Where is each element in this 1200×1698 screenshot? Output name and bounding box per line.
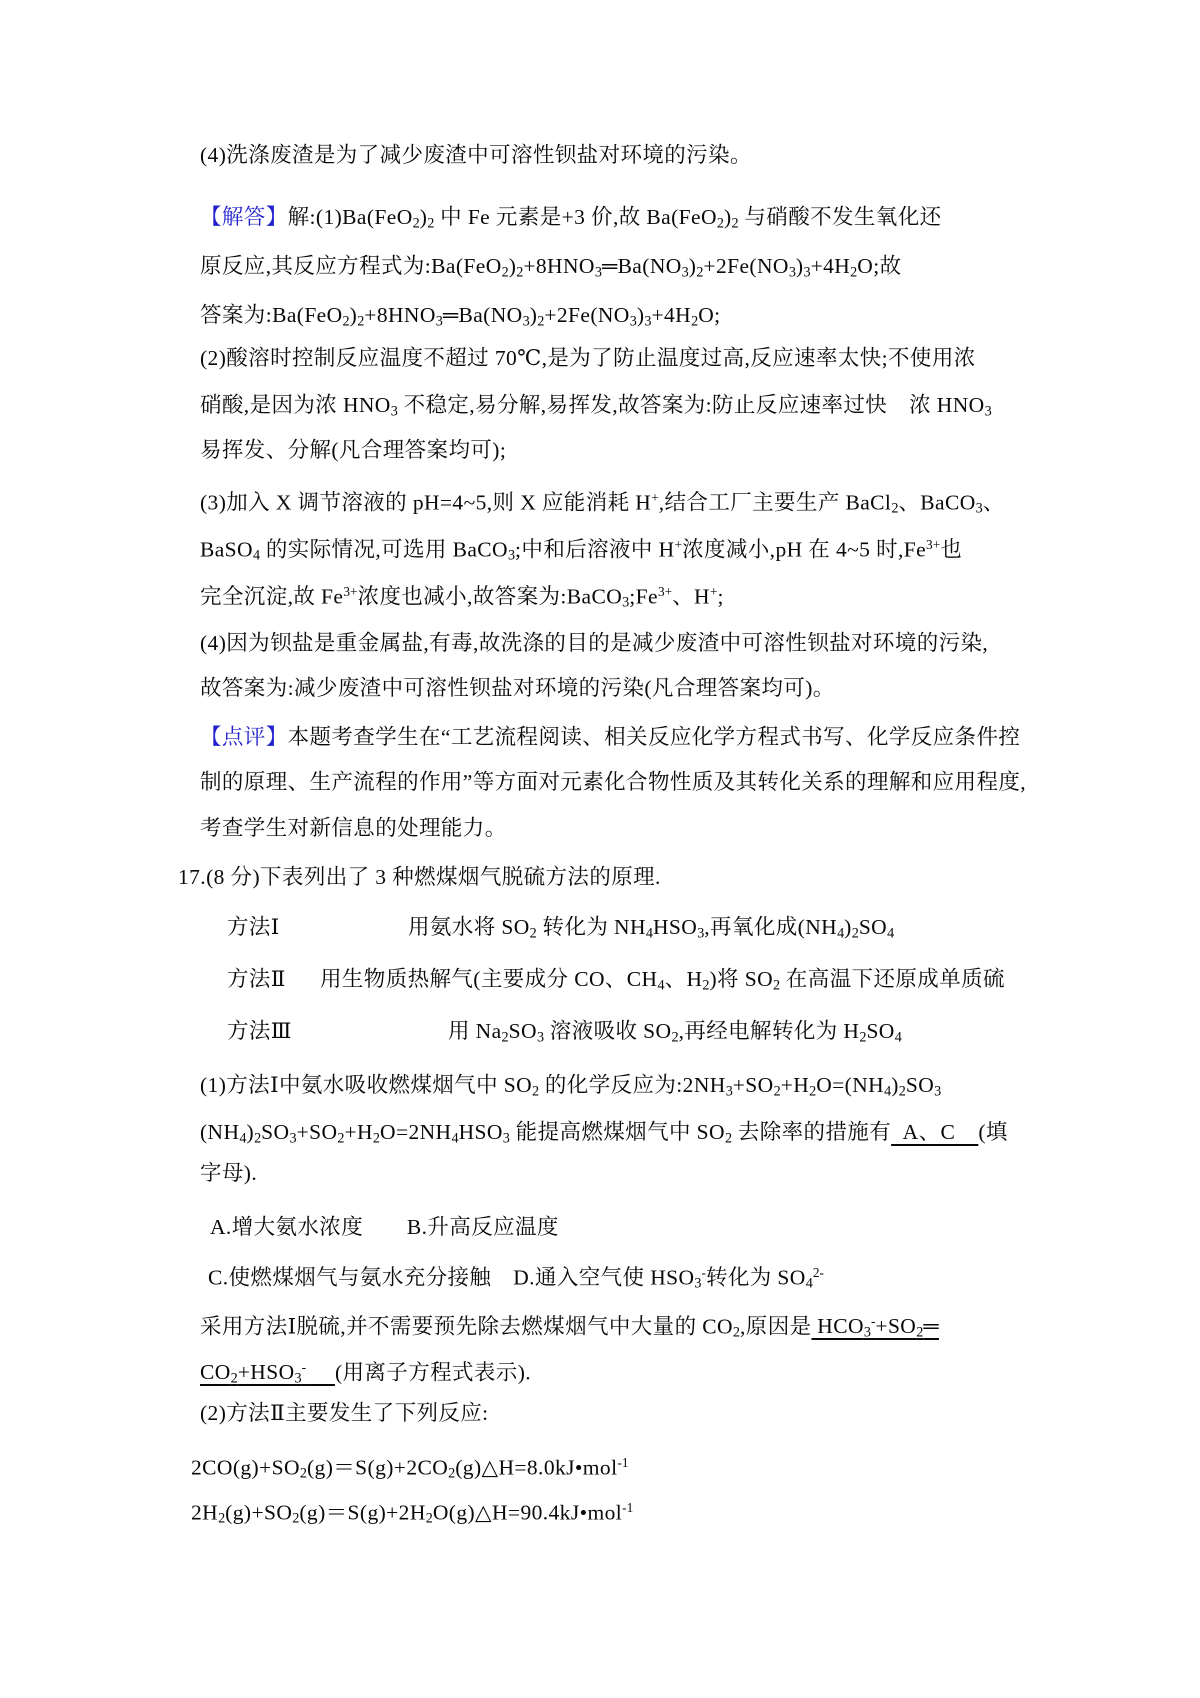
subscript: 3 — [934, 1083, 942, 1100]
subscript: 2 — [501, 264, 509, 281]
superscript: 3+ — [343, 584, 358, 599]
text-run: 字母). — [200, 1161, 258, 1185]
superscript: - — [870, 1314, 876, 1329]
text-run: (1)方法Ⅰ中氨水吸收燃煤烟气中 SO — [200, 1073, 533, 1097]
subscript: 2 — [731, 215, 739, 232]
text-run: A、C — [891, 1120, 979, 1144]
text-run: 方法Ⅰ — [227, 915, 280, 939]
subscript: 3 — [697, 925, 705, 942]
table-row-method-3-label — [227, 1014, 292, 1048]
answer-blank — [891, 1120, 978, 1144]
subscript: 2 — [357, 313, 365, 330]
text-run: (4)因为钡盐是重金属盐,有毒,故洗涤的目的是减少废渣中可溶性钡盐对环境的污染, — [200, 631, 989, 655]
text-run: ═Ba(NO — [601, 254, 682, 278]
line-comment-1 — [200, 720, 1020, 754]
text-run: +2Fe(NO — [703, 254, 789, 278]
subscript: 3 — [522, 313, 530, 330]
text-run: 原反应,其反应方程式为:Ba(FeO — [200, 254, 502, 278]
text-run: (2)方法Ⅱ主要发生了下列反应: — [200, 1401, 489, 1425]
text-run: +HSO — [237, 1360, 295, 1385]
text-run: HSO — [458, 1120, 503, 1144]
text-run: 转化为 SO — [705, 1265, 806, 1290]
line-answer-2 — [200, 249, 901, 289]
subscript: 2 — [732, 1324, 741, 1341]
text-run: ;中和后溶液中 H — [515, 537, 675, 562]
text-run: 在高温下还原成单质硫 — [780, 967, 1005, 991]
subscript: 3 — [507, 547, 516, 564]
subscript: 2 — [254, 1130, 262, 1147]
subscript: 2 — [425, 1510, 433, 1527]
text-run: BaSO — [200, 537, 253, 562]
text-run: SO — [508, 1019, 537, 1043]
text-run: ) — [508, 254, 517, 278]
line-answer-5 — [200, 388, 992, 428]
text-run: ═ — [923, 1314, 939, 1339]
text-run: 制的原理、生产流程的作用”等方面对元素化合物性质及其转化关系的理解和应用程度, — [200, 770, 1027, 794]
table-row-method-1-label — [227, 910, 280, 944]
text-run: 本题考查学生在“工艺流程阅读、相关反应化学方程式书写、化学反应条件控 — [287, 725, 1021, 749]
subscript: 2 — [412, 215, 420, 232]
subscript: 2 — [448, 1465, 456, 1482]
line-q17-1e — [200, 1351, 531, 1396]
text-run: 2CO(g)+SO — [191, 1455, 300, 1480]
text-run: 故答案为:减少废渣中可溶性钡盐对环境的污染(凡合理答案均可)。 — [200, 676, 835, 700]
subscript: 2 — [859, 1029, 867, 1046]
subscript: 2 — [724, 1130, 733, 1147]
text-run: +H — [780, 1073, 810, 1097]
subscript: 2 — [773, 977, 781, 994]
text-run: O;故 — [857, 254, 902, 278]
subscript: 2 — [916, 1324, 924, 1341]
line-option-cd — [208, 1256, 824, 1301]
table-row-method-2-principle — [320, 962, 1005, 1002]
text-run: 方法Ⅲ — [227, 1019, 292, 1043]
text-run: 、H — [664, 967, 703, 991]
subscript: 3 — [725, 1083, 733, 1100]
text-run: ) — [636, 303, 645, 327]
subscript: 2 — [702, 977, 710, 994]
text-run: ; — [717, 584, 724, 609]
text-run: ,原因是 — [740, 1314, 812, 1339]
text-run: +SO — [296, 1120, 338, 1144]
subscript: 3 — [975, 500, 983, 517]
subscript: 2 — [501, 1029, 509, 1046]
text-run: SO — [261, 1120, 290, 1144]
subscript: 4 — [239, 1130, 247, 1147]
text-run: (g)+SO — [225, 1500, 293, 1525]
text-run: 、H — [672, 584, 710, 609]
text-run: (填 — [978, 1120, 1008, 1144]
text-run: 用 Na — [448, 1019, 502, 1043]
line-q17-1c — [200, 1156, 257, 1190]
text-run: 用生物质热解气(主要成分 CO、CH — [320, 967, 658, 991]
line-q17-1d — [200, 1305, 939, 1350]
subscript: 3 — [803, 264, 811, 281]
subscript: 4 — [887, 925, 895, 942]
text-run: 方法Ⅱ — [227, 967, 286, 991]
subscript: 3 — [435, 313, 443, 330]
line-equation-1 — [191, 1446, 629, 1491]
subscript: 2 — [716, 215, 724, 232]
text-run: ) — [529, 303, 538, 327]
text-run: (g)＝S(g)+2H — [299, 1500, 426, 1525]
text-run: 去除率的措施有 — [732, 1120, 892, 1144]
text-run: SO — [858, 915, 888, 939]
text-run: O(g)△H=90.4kJ•mol — [432, 1500, 623, 1525]
annotation-label: 【点评】 — [200, 725, 288, 749]
text-run — [306, 1360, 335, 1384]
text-run: 的实际情况,可选用 BaCO — [260, 537, 508, 562]
superscript: + — [674, 537, 683, 552]
text-run: ) — [891, 1073, 899, 1097]
text-run: ) — [688, 254, 697, 278]
subscript: 3 — [984, 403, 992, 420]
text-run: 的化学反应为:2NH — [539, 1073, 726, 1097]
subscript: 4 — [252, 547, 261, 564]
text-run: +H — [344, 1120, 373, 1144]
text-run: 与硝酸不发生氧化还 — [738, 205, 942, 229]
answer-blank — [811, 1314, 939, 1341]
text-run: O; — [698, 303, 721, 327]
superscript: - — [301, 1360, 307, 1375]
text-run: ;Fe — [629, 584, 658, 609]
line-q17-2-title — [200, 1396, 489, 1430]
text-run: (NH — [200, 1120, 240, 1144]
subscript: 4 — [894, 1029, 902, 1046]
text-run: 解:(1)Ba(FeO — [287, 205, 413, 229]
text-run: )将 SO — [709, 967, 774, 991]
subscript: 3 — [294, 1370, 302, 1387]
subscript: 2 — [532, 1083, 540, 1100]
text-run: SO — [905, 1073, 935, 1097]
text-run: +4H — [651, 303, 692, 327]
line-q17-title — [178, 860, 661, 894]
subscript: 2 — [671, 1029, 679, 1046]
text-run: 考查学生对新信息的处理能力。 — [200, 816, 507, 840]
subscript: 3 — [390, 403, 398, 420]
subscript: 4 — [657, 977, 665, 994]
line-q17-1a — [200, 1068, 941, 1108]
subscript: 2 — [516, 264, 524, 281]
subscript: 3 — [536, 1029, 545, 1046]
subscript: 4 — [645, 925, 653, 942]
text-run: (4)洗涤废渣是为了减少废渣中可溶性钡盐对环境的污染。 — [200, 143, 752, 167]
text-run: 溶液吸收 SO — [544, 1019, 672, 1043]
text-run: ,结合工厂主要生产 BaCl — [658, 490, 892, 515]
text-run: C.使燃煤烟气与氨水充分接触 D.通入空气使 HSO — [208, 1265, 695, 1290]
subscript: 4 — [837, 925, 845, 942]
line-q17-1b — [200, 1115, 1008, 1155]
subscript: 2 — [299, 1465, 307, 1482]
superscript: - — [701, 1265, 706, 1280]
text-run: O=2NH — [380, 1120, 452, 1144]
subscript: 2 — [773, 1083, 781, 1100]
line-equation-2 — [191, 1491, 633, 1536]
text-run: O=(NH — [816, 1073, 885, 1097]
subscript: 2 — [342, 313, 350, 330]
subscript: 2 — [337, 1130, 345, 1147]
text-run: 完全沉淀,故 Fe — [200, 584, 344, 609]
text-run: ) — [246, 1120, 255, 1144]
text-run: 能提高燃煤烟气中 SO — [509, 1120, 725, 1144]
line-answer-11 — [200, 671, 835, 705]
subscript: 3 — [594, 264, 602, 281]
subscript: 2 — [230, 1370, 238, 1387]
text-run: CO — [200, 1360, 231, 1385]
text-run: 易挥发、分解(凡合理答案均可); — [200, 438, 507, 462]
subscript: 2 — [292, 1510, 300, 1527]
text-run: SO — [866, 1019, 895, 1043]
text-run: ) — [723, 205, 732, 229]
text-run: A.增大氨水浓度 B.升高反应温度 — [210, 1215, 559, 1239]
line-q16-part4-summary — [200, 138, 752, 172]
subscript: 3 — [788, 264, 796, 281]
subscript: 3 — [289, 1130, 297, 1147]
text-run: 2H — [191, 1500, 219, 1525]
text-run: (3)加入 X 调节溶液的 pH=4~5,则 X 应能消耗 H — [200, 490, 652, 515]
subscript: 3 — [622, 594, 630, 611]
subscript: 2 — [898, 1083, 906, 1100]
text-run: +SO — [732, 1073, 774, 1097]
superscript: + — [709, 584, 718, 599]
line-option-ab — [210, 1210, 559, 1244]
text-run: HCO — [811, 1314, 864, 1339]
answer-blank — [200, 1360, 335, 1387]
text-run: 、BaCO — [898, 490, 976, 515]
subscript: 3 — [694, 1275, 702, 1292]
table-row-method-2-label — [227, 962, 286, 996]
subscript: 2 — [218, 1510, 226, 1527]
line-comment-3 — [200, 811, 507, 845]
line-answer-7 — [200, 481, 1005, 526]
superscript: 3+ — [657, 584, 673, 599]
line-answer-10 — [200, 626, 988, 660]
table-row-method-1-principle — [408, 910, 894, 950]
subscript: 2 — [537, 313, 545, 330]
text-run: ,再氧化成(NH — [704, 915, 838, 939]
subscript: 2 — [427, 215, 435, 232]
line-answer-1 — [200, 200, 942, 240]
subscript: 2 — [851, 925, 859, 942]
text-run: 17.(8 分)下表列出了 3 种燃煤烟气脱硫方法的原理. — [178, 865, 661, 889]
text-run: 也 — [940, 537, 963, 562]
subscript: 2 — [891, 500, 899, 517]
text-run: ) — [349, 303, 358, 327]
line-answer-4 — [200, 341, 976, 375]
subscript: 3 — [681, 264, 689, 281]
subscript: 3 — [644, 313, 652, 330]
superscript: 2- — [812, 1265, 824, 1280]
text-run: +4H — [810, 254, 851, 278]
text-run: ) — [419, 205, 428, 229]
text-run: 中 Fe 元素是+3 价,故 Ba(FeO — [434, 205, 717, 229]
text-run: 转化为 NH — [536, 915, 646, 939]
text-run: ═Ba(NO — [442, 303, 523, 327]
text-run: (g)＝S(g)+2CO — [307, 1455, 449, 1480]
text-run: 用氨水将 SO — [408, 915, 530, 939]
superscript: + — [651, 490, 659, 505]
subscript: 3 — [863, 1324, 871, 1341]
subscript: 2 — [372, 1130, 381, 1147]
text-run: 采用方法Ⅰ脱硫,并不需要预先除去燃煤烟气中大量的 CO — [200, 1314, 733, 1339]
text-run: +8HNO — [523, 254, 595, 278]
line-answer-9 — [200, 575, 724, 620]
subscript: 4 — [451, 1130, 459, 1147]
line-answer-8 — [200, 528, 962, 573]
text-run: 、 — [982, 490, 1005, 515]
subscript: 4 — [805, 1275, 813, 1292]
text-run: HSO — [652, 915, 698, 939]
superscript: 3+ — [926, 537, 941, 552]
line-answer-6 — [200, 433, 506, 467]
subscript: 2 — [696, 264, 704, 281]
subscript: 2 — [691, 313, 699, 330]
table-row-method-3-principle — [448, 1014, 902, 1054]
text-run: +8HNO — [364, 303, 436, 327]
text-run: (g)△H=8.0kJ•mol — [455, 1455, 618, 1480]
text-run: ) — [795, 254, 804, 278]
subscript: 4 — [884, 1083, 892, 1100]
text-run: 答案为:Ba(FeO — [200, 303, 343, 327]
text-run: 硝酸,是因为浓 HNO — [200, 393, 391, 417]
subscript: 3 — [502, 1130, 510, 1147]
text-run: 浓度减小,pH 在 4~5 时,Fe — [682, 537, 927, 562]
annotation-label: 【解答】 — [200, 205, 288, 229]
text-run: +SO — [875, 1314, 917, 1339]
text-run: 不稳定,易分解,易挥发,故答案为:防止反应速率过快 浓 HNO — [397, 393, 985, 417]
line-comment-2 — [200, 765, 1026, 799]
text-run: (用离子方程式表示). — [334, 1360, 532, 1385]
text-run: ) — [844, 915, 852, 939]
superscript: -1 — [622, 1500, 634, 1515]
line-answer-3 — [200, 298, 721, 338]
text-run: (2)酸溶时控制反应温度不超过 70℃,是为了防止温度过高,反应速率太快;不使用浓 — [200, 346, 976, 370]
subscript: 3 — [629, 313, 637, 330]
subscript: 2 — [809, 1083, 817, 1100]
text-run: ,再经电解转化为 H — [678, 1019, 860, 1043]
subscript: 2 — [529, 925, 537, 942]
text-run: +2Fe(NO — [544, 303, 630, 327]
subscript: 2 — [850, 264, 858, 281]
text-run: 浓度也减小,故答案为:BaCO — [357, 584, 623, 609]
superscript: -1 — [617, 1455, 629, 1470]
